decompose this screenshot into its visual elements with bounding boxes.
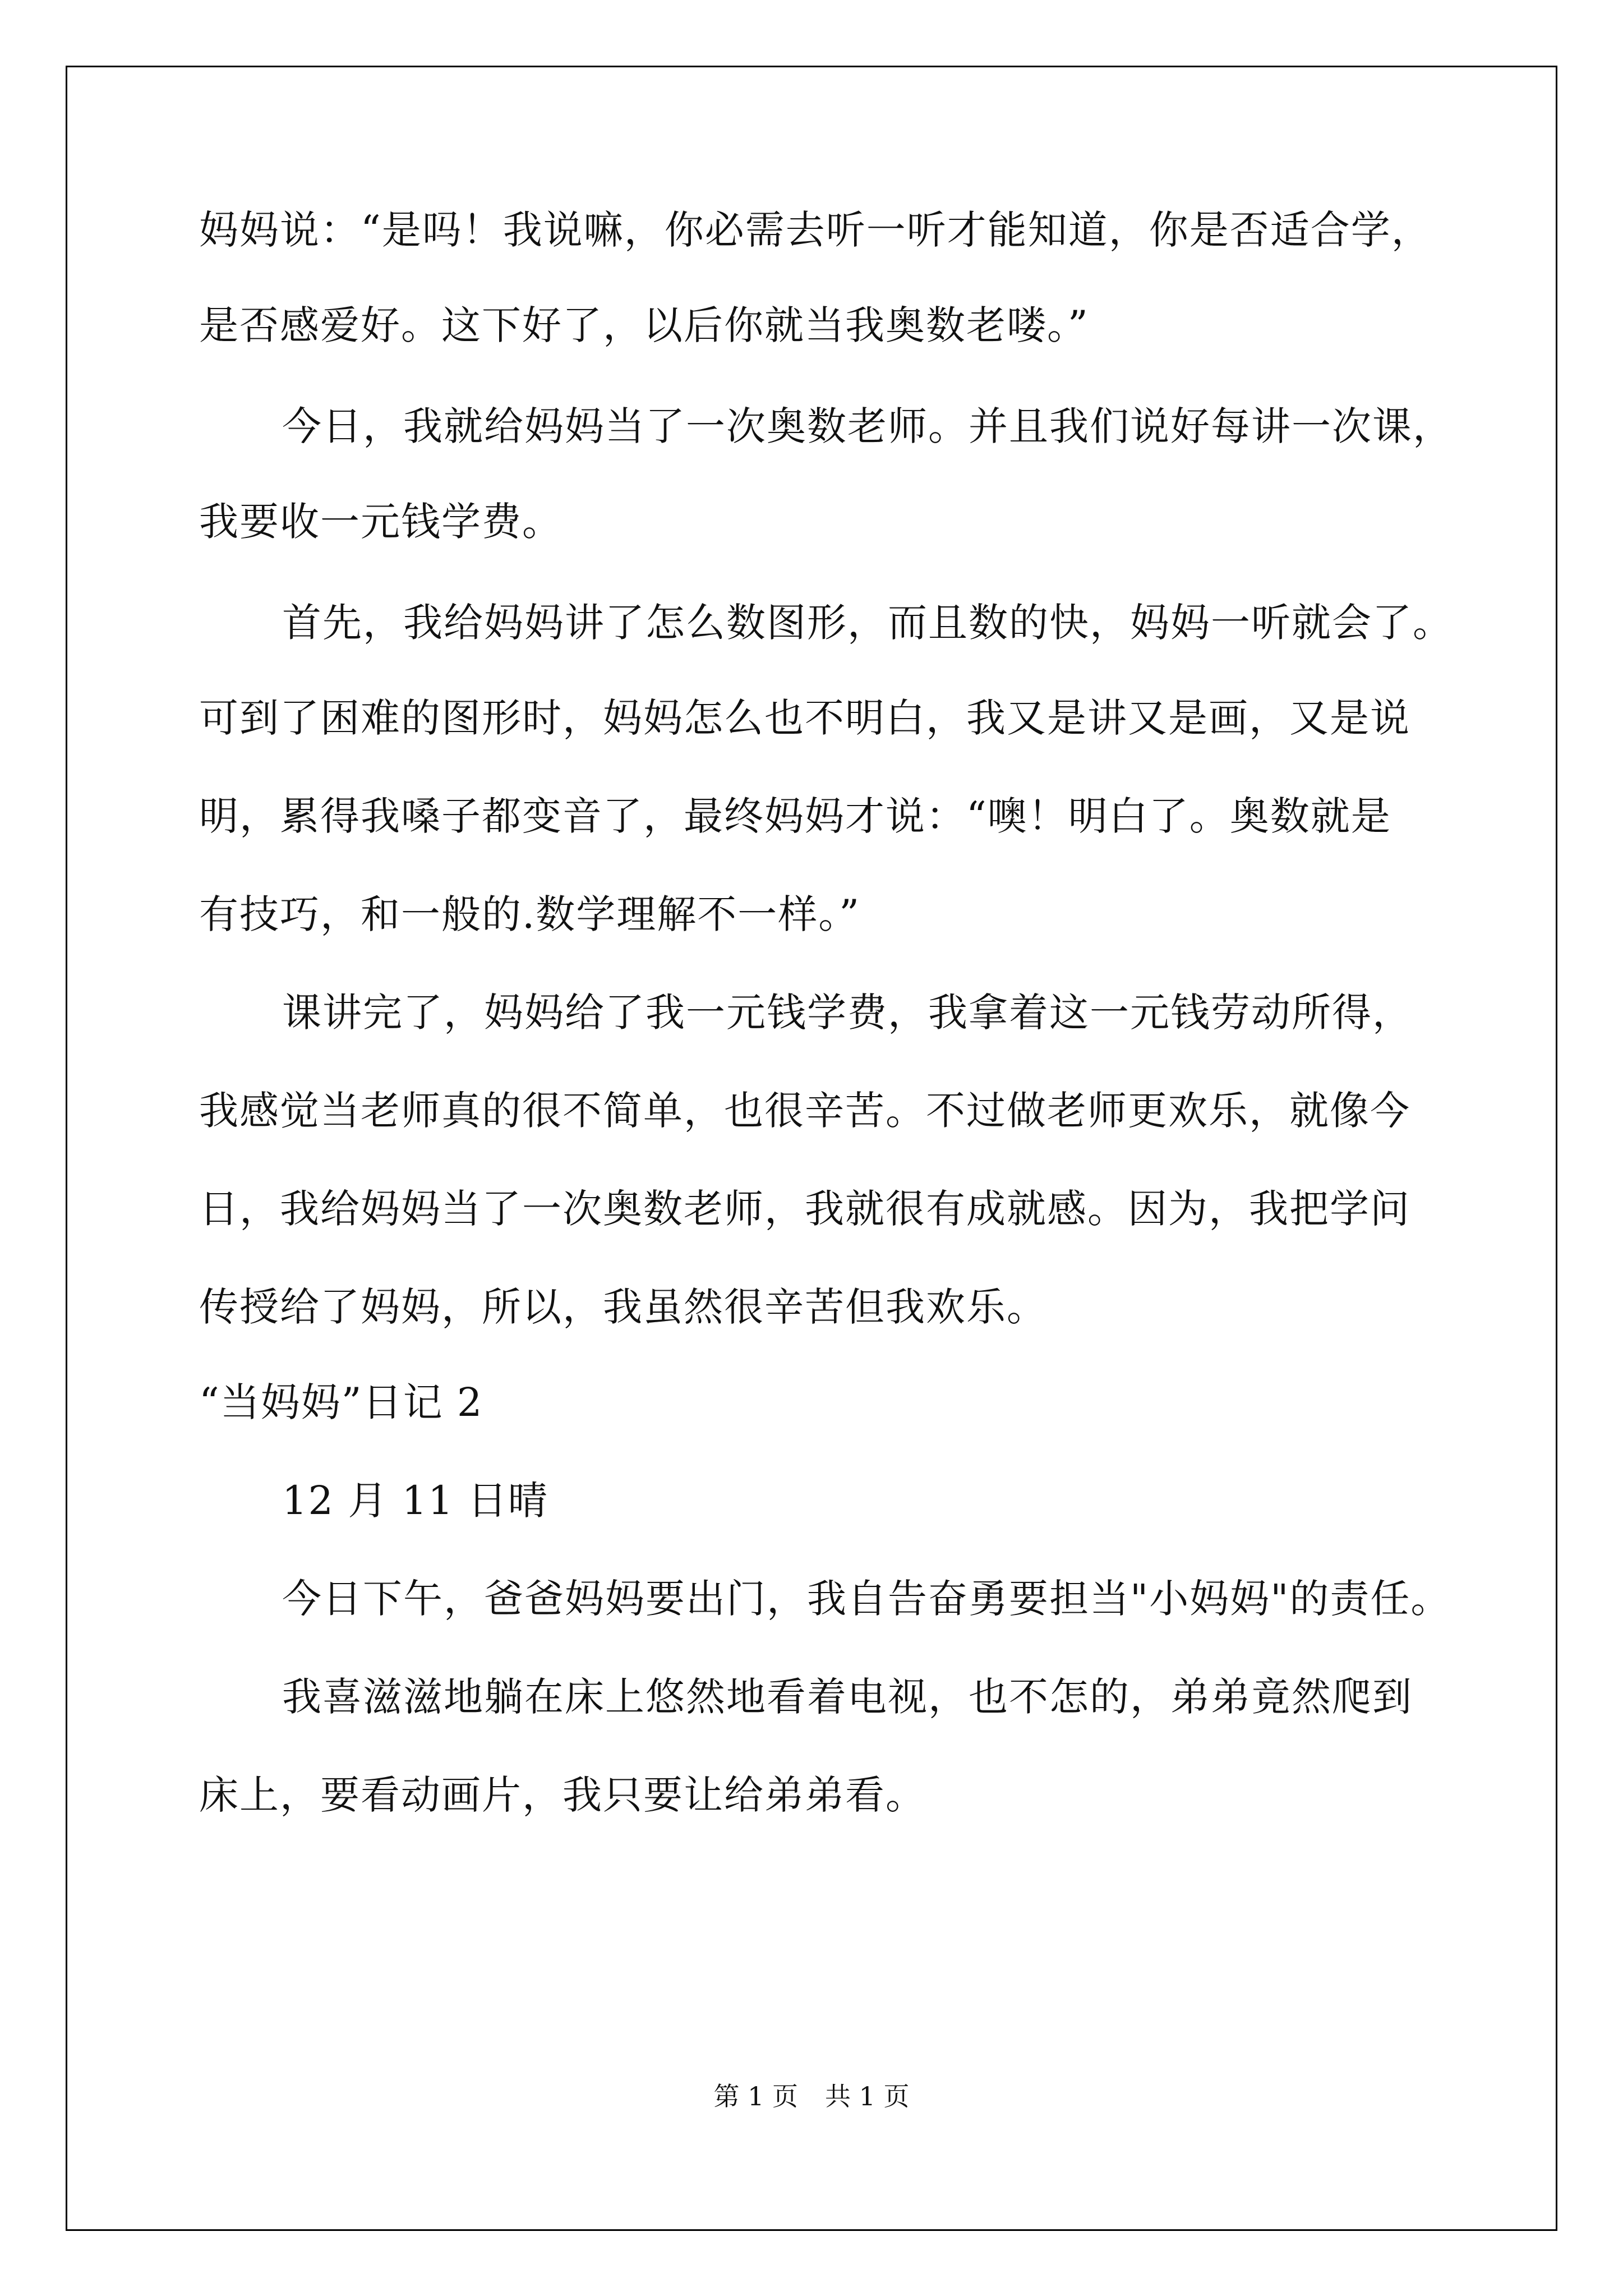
text-line: 日，我给妈妈当了一次奥数老师，我就很有成就感。因为，我把学问 bbox=[199, 1186, 1410, 1232]
section-heading: “当妈妈”日记 2 bbox=[199, 1379, 483, 1425]
page-number: 第 1 页 bbox=[713, 2081, 798, 2111]
text-line: 床上，要看动画片，我只要让给弟弟看。 bbox=[199, 1772, 926, 1818]
text-line: 今日，我就给妈妈当了一次奥数老师。并且我们说好每讲一次课， bbox=[282, 403, 1453, 449]
text-line: 课讲完了，妈妈给了我一元钱学费，我拿着这一元钱劳动所得， bbox=[282, 990, 1413, 1036]
text-line: 妈妈说：“是吗！我说嘛，你必需去听一听才能知道，你是否适合学， bbox=[199, 207, 1432, 253]
text-line: 今日下午，爸爸妈妈要出门，我自告奋勇要担当"小妈妈"的责任。 bbox=[282, 1576, 1451, 1622]
text-line: 我要收一元钱学费。 bbox=[199, 499, 562, 545]
page-border bbox=[66, 66, 1557, 2231]
date-line: 12 月 11 日晴 bbox=[282, 1478, 548, 1524]
text-line: 传授给了妈妈，所以，我虽然很辛苦但我欢乐。 bbox=[199, 1284, 1047, 1330]
page-footer bbox=[0, 2079, 1623, 2113]
text-line: 有技巧，和一般的.数学理解不一样。” bbox=[199, 891, 861, 937]
text-line: 我喜滋滋地躺在床上悠然地看着电视，也不怎的，弟弟竟然爬到 bbox=[282, 1674, 1413, 1720]
text-line: 我感觉当老师真的很不简单，也很辛苦。不过做老师更欢乐，就像今 bbox=[199, 1088, 1410, 1134]
text-line: 首先，我给妈妈讲了怎么数图形，而且数的快，妈妈一听就会了。 bbox=[282, 600, 1453, 646]
page-total: 共 1 页 bbox=[825, 2081, 910, 2111]
text-line: 明，累得我嗓子都变音了，最终妈妈才说：“噢！明白了。奥数就是 bbox=[199, 793, 1391, 839]
text-line: 可到了困难的图形时，妈妈怎么也不明白，我又是讲又是画，又是说 bbox=[199, 695, 1410, 741]
text-line: 是否感爱好。这下好了，以后你就当我奥数老喽。” bbox=[199, 302, 1089, 348]
